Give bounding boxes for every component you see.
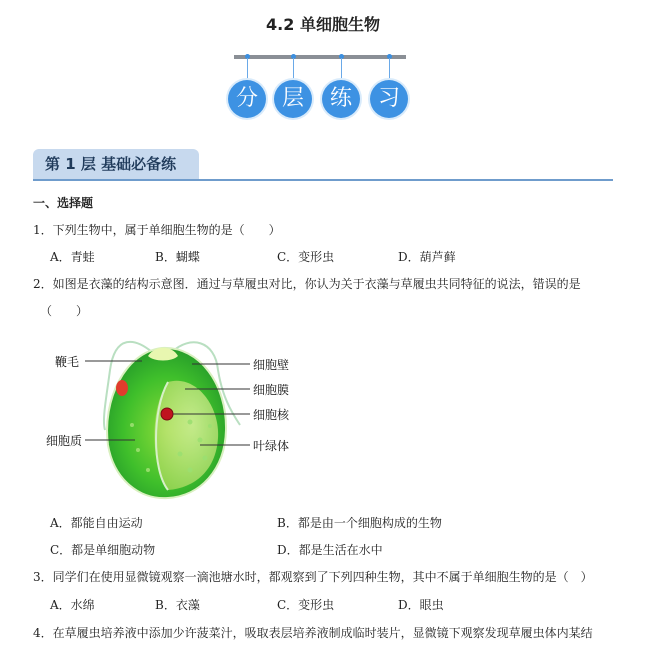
eyespot <box>116 380 128 396</box>
q1-option-c: C．变形虫 <box>277 250 335 264</box>
q3-option-a: A．水绵 <box>50 598 95 612</box>
nucleus <box>161 408 173 420</box>
q2-option-a: A．都能自由运动 <box>50 516 143 530</box>
question-3-stem: 3．同学们在使用显微镜观察一滴池塘水时，都观察到了下列四种生物，其中不属于单细胞生物的是（ ） <box>33 570 593 584</box>
question-2-stem: 2．如图是衣藻的结构示意图．通过与草履虫对比，你认为关于衣藻与草履虫共同特征的说法，错误的是 <box>33 277 581 291</box>
label-chloroplast: 叶绿体 <box>253 439 290 453</box>
q1-option-a: A．青蛙 <box>50 250 95 264</box>
banner-char: 习 <box>370 80 408 118</box>
banner-char: 练 <box>322 80 360 118</box>
banner-stem <box>247 58 248 80</box>
question-4-stem: 4．在草履虫培养液中添加少许菠菜汁，吸取表层培养液制成临时装片，显微镜下观察发现草履虫体内某结 <box>33 626 593 640</box>
label-nucleus: 细胞核 <box>253 408 290 422</box>
level-divider <box>33 179 613 181</box>
q2-option-b: B．都是由一个细胞构成的生物 <box>277 516 442 530</box>
banner-stem <box>293 58 294 80</box>
q1-option-b: B．蝴蝶 <box>155 250 200 264</box>
level-heading: 第 1 层 基础必备练 <box>33 149 199 179</box>
label-flagellum: 鞭毛 <box>55 355 80 369</box>
q3-option-c: C．变形虫 <box>277 598 335 612</box>
q3-option-b: B．衣藻 <box>155 598 200 612</box>
page-title: 4.2 单细胞生物 <box>266 15 380 34</box>
label-cell-membrane: 细胞膜 <box>253 383 290 397</box>
banner-stem <box>389 58 390 80</box>
banner-char: 分 <box>228 80 266 118</box>
question-2-stem-cont: （ ） <box>40 304 89 318</box>
banner-stem <box>341 58 342 80</box>
section-heading: 一、选择题 <box>33 196 94 210</box>
q1-option-d: D．葫芦藓 <box>398 250 456 264</box>
label-cytoplasm: 细胞质 <box>46 434 83 448</box>
question-1-stem: 1．下列生物中，属于单细胞生物的是（ ） <box>33 223 281 237</box>
banner-rail <box>234 55 406 59</box>
label-cell-wall: 细胞壁 <box>253 358 290 372</box>
banner-char: 层 <box>274 80 312 118</box>
q3-option-d: D．眼虫 <box>398 598 444 612</box>
q2-option-c: C．都是单细胞动物 <box>50 543 156 557</box>
q2-option-d: D．都是生活在水中 <box>277 543 383 557</box>
